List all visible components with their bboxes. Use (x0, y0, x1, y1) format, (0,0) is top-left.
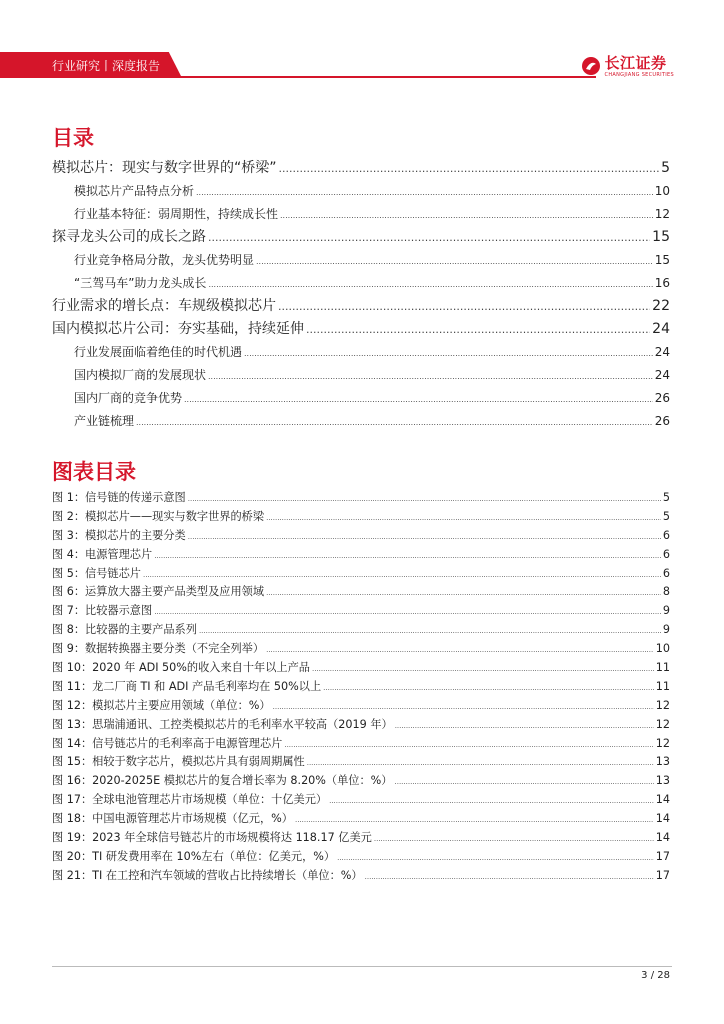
toc-entry[interactable] (52, 318, 670, 341)
figure-entry-page: 10 (655, 642, 670, 656)
figure-entry-label: 图 6：运算放大器主要产品类型及应用领域 (52, 585, 265, 599)
figure-entry-label: 图 3：模拟芯片的主要分类 (52, 528, 186, 542)
dot-leader (256, 250, 653, 273)
figure-entry-label: 图 17：全球电池管理芯片市场规模（单位：十亿美元） (52, 793, 328, 807)
header-band-tail (160, 52, 182, 78)
toc-entry-page: 10 (654, 184, 670, 198)
dot-leader (208, 273, 652, 296)
toc-list (52, 157, 670, 433)
figure-entry-page: 13 (655, 755, 670, 769)
dot-leader (266, 584, 661, 603)
figure-entry[interactable] (52, 867, 670, 886)
figure-entry-page: 8 (662, 585, 670, 599)
figure-entry[interactable] (52, 697, 670, 716)
dot-leader (273, 698, 654, 717)
figure-entry-page: 5 (662, 509, 670, 523)
figure-entry[interactable] (52, 621, 670, 640)
toc-entry-label: 行业发展面临着绝佳的时代机遇 (74, 345, 243, 359)
figure-entry-page: 5 (662, 491, 670, 504)
toc-entry-label: 产业链梳理 (74, 414, 135, 428)
dot-leader (136, 411, 653, 434)
dot-leader (279, 157, 660, 180)
dot-leader (312, 660, 654, 679)
footer-rule (52, 966, 672, 967)
figure-entry[interactable] (52, 716, 670, 735)
figure-entry-label: 图 11：龙二厂商 TI 和 ADI 产品毛利率均在 50%以上 (52, 679, 322, 693)
dot-leader (188, 528, 661, 547)
toc-title: 目录 (52, 126, 94, 150)
figure-entry[interactable] (52, 508, 670, 527)
figure-entry-page: 14 (655, 831, 670, 845)
toc-entry-page: 26 (654, 391, 670, 405)
dot-leader (295, 811, 654, 830)
page-number: 3 / 28 (641, 970, 670, 981)
figure-entry[interactable] (52, 583, 670, 602)
dot-leader (199, 622, 661, 641)
toc-entry-page: 15 (654, 253, 670, 267)
dot-leader (374, 830, 654, 849)
toc-entry-label: “三驾马车”助力龙头成长 (74, 276, 207, 290)
toc-entry[interactable] (52, 203, 670, 226)
toc-entry-label: 国内模拟厂商的发展现状 (74, 368, 207, 382)
figure-entry[interactable] (52, 527, 670, 546)
figure-entry-page: 12 (655, 736, 670, 750)
figure-entry-label: 图 14：信号链芯片的毛利率高于电源管理芯片 (52, 736, 283, 750)
figure-entry[interactable] (52, 659, 670, 678)
figure-entry[interactable] (52, 772, 670, 791)
report-category: 行业研究丨深度报告 (52, 59, 161, 73)
dot-leader (323, 679, 654, 698)
figure-entry[interactable] (52, 640, 670, 659)
figure-entry-page: 11 (655, 661, 670, 675)
toc-entry-page: 24 (652, 321, 670, 337)
toc-entry[interactable] (52, 364, 670, 387)
figure-entry-label: 图 7：比较器示意图 (52, 604, 153, 618)
dot-leader (196, 181, 653, 204)
figure-entry-label: 图 13：思瑞浦通讯、工控类模拟芯片的毛利率水平较高（2019 年） (52, 717, 393, 731)
dot-leader (266, 509, 661, 528)
figure-entry[interactable] (52, 602, 670, 621)
toc-entry[interactable] (52, 295, 670, 318)
dot-leader (184, 388, 653, 411)
toc-entry-page: 26 (654, 414, 670, 428)
figure-entry[interactable] (52, 753, 670, 772)
toc-entry-label: 模拟芯片：现实与数字世界的“桥梁” (52, 160, 277, 176)
dot-leader (280, 204, 653, 227)
toc-entry[interactable] (52, 272, 670, 295)
logo-mark-icon (581, 56, 601, 76)
figure-entry-label: 图 5：信号链芯片 (52, 566, 141, 580)
toc-entry-page: 24 (654, 368, 670, 382)
dot-leader (143, 566, 661, 585)
figure-entry-label: 图 2：模拟芯片——现实与数字世界的桥梁 (52, 509, 265, 523)
figure-entry-page: 9 (662, 604, 670, 618)
figure-entry-page: 12 (655, 698, 670, 712)
logo-name-en: CHANGJIANG SECURITIES (604, 72, 674, 78)
figure-entry-page: 17 (655, 849, 670, 863)
toc-entry-label: 模拟芯片产品特点分析 (74, 184, 195, 198)
figure-entry-label: 图 9：数据转换器主要分类（不完全列举） (52, 642, 265, 656)
toc-entry-label: 国内厂商的竞争优势 (74, 391, 183, 405)
dot-leader (244, 342, 653, 365)
dot-leader (188, 490, 661, 509)
figure-entry-page: 12 (655, 717, 670, 731)
toc-entry-label: 探寻龙头公司的成长之路 (52, 229, 206, 245)
dot-leader (154, 603, 661, 622)
figure-entry-label: 图 4：电源管理芯片 (52, 547, 153, 561)
figure-entry-page: 9 (662, 623, 670, 637)
dot-leader (395, 717, 654, 736)
figure-entry[interactable] (52, 810, 670, 829)
figure-entry[interactable] (52, 848, 670, 867)
figure-entry-page: 13 (655, 774, 670, 788)
figure-entry-label: 图 20：TI 研发费用率在 10%左右（单位：亿美元，%） (52, 849, 336, 863)
figure-entry-label: 图 21：TI 在工控和汽车领域的营收占比持续增长（单位：%） (52, 868, 363, 882)
dot-leader (365, 868, 654, 887)
toc-entry-label: 行业基本特征：弱周期性，持续成长性 (74, 207, 279, 221)
toc-entry[interactable] (52, 157, 670, 180)
dot-leader (284, 736, 653, 755)
toc-entry[interactable] (52, 410, 670, 433)
figures-title: 图表目录 (52, 460, 136, 484)
figure-entry-page: 14 (655, 812, 670, 826)
figure-entry-page: 6 (662, 528, 670, 542)
dot-leader (266, 641, 654, 660)
figure-entry[interactable] (52, 565, 670, 584)
figure-entry[interactable] (52, 735, 670, 754)
figure-entry-label: 图 15：相较于数字芯片，模拟芯片具有弱周期属性 (52, 755, 305, 769)
figure-entry-label: 图 18：中国电源管理芯片市场规模（亿元，%） (52, 812, 293, 826)
dot-leader (329, 792, 654, 811)
dot-leader (278, 295, 650, 318)
toc-entry-page: 16 (654, 276, 670, 290)
figure-entry[interactable] (52, 489, 670, 508)
brand-logo (581, 56, 674, 78)
dot-leader (307, 754, 654, 773)
toc-entry-label: 国内模拟芯片公司：夯实基础，持续延伸 (52, 321, 304, 337)
toc-entry[interactable] (52, 226, 670, 249)
logo-name-cn: 长江证券 (604, 54, 667, 72)
toc-entry-label: 行业竞争格局分散，龙头优势明显 (74, 253, 255, 267)
figure-entry-label: 图 10：2020 年 ADI 50%的收入来自十年以上产品 (52, 661, 310, 675)
toc-entry-page: 12 (654, 207, 670, 221)
figure-entry[interactable] (52, 546, 670, 565)
toc-entry[interactable] (52, 341, 670, 364)
toc-entry[interactable] (52, 180, 670, 203)
figure-entry-page: 17 (655, 868, 670, 882)
dot-leader (154, 547, 661, 566)
figure-entry-label: 图 16：2020-2025E 模拟芯片的复合增长率为 8.20%（单位：%） (52, 774, 393, 788)
figure-entry-label: 图 19：2023 年全球信号链芯片的市场规模将达 118.17 亿美元 (52, 831, 372, 845)
figure-entry-page: 11 (655, 679, 670, 693)
header-rule (176, 76, 596, 78)
dot-leader (208, 226, 650, 249)
figure-entry-label: 图 12：模拟芯片主要应用领域（单位：%） (52, 698, 271, 712)
toc-entry-page: 5 (661, 160, 670, 176)
toc-entry-label: 行业需求的增长点：车规级模拟芯片 (52, 298, 276, 314)
toc-entry-page: 24 (654, 345, 670, 359)
toc-entry[interactable] (52, 387, 670, 410)
figure-entry[interactable] (52, 791, 670, 810)
figure-entry-page: 6 (662, 547, 670, 561)
figure-entry-label: 图 8：比较器的主要产品系列 (52, 623, 197, 637)
figure-entry-page: 6 (662, 566, 670, 580)
toc-entry-page: 22 (652, 298, 670, 314)
dot-leader (395, 773, 654, 792)
figure-list (52, 489, 670, 886)
figure-entry[interactable] (52, 829, 670, 848)
toc-entry[interactable] (52, 249, 670, 272)
dot-leader (208, 365, 653, 388)
figure-entry-label: 图 1：信号链的传递示意图 (52, 491, 186, 504)
dot-leader (306, 318, 650, 341)
figure-entry[interactable] (52, 678, 670, 697)
dot-leader (337, 849, 654, 868)
figure-entry-page: 14 (655, 793, 670, 807)
toc-entry-page: 15 (652, 229, 670, 245)
